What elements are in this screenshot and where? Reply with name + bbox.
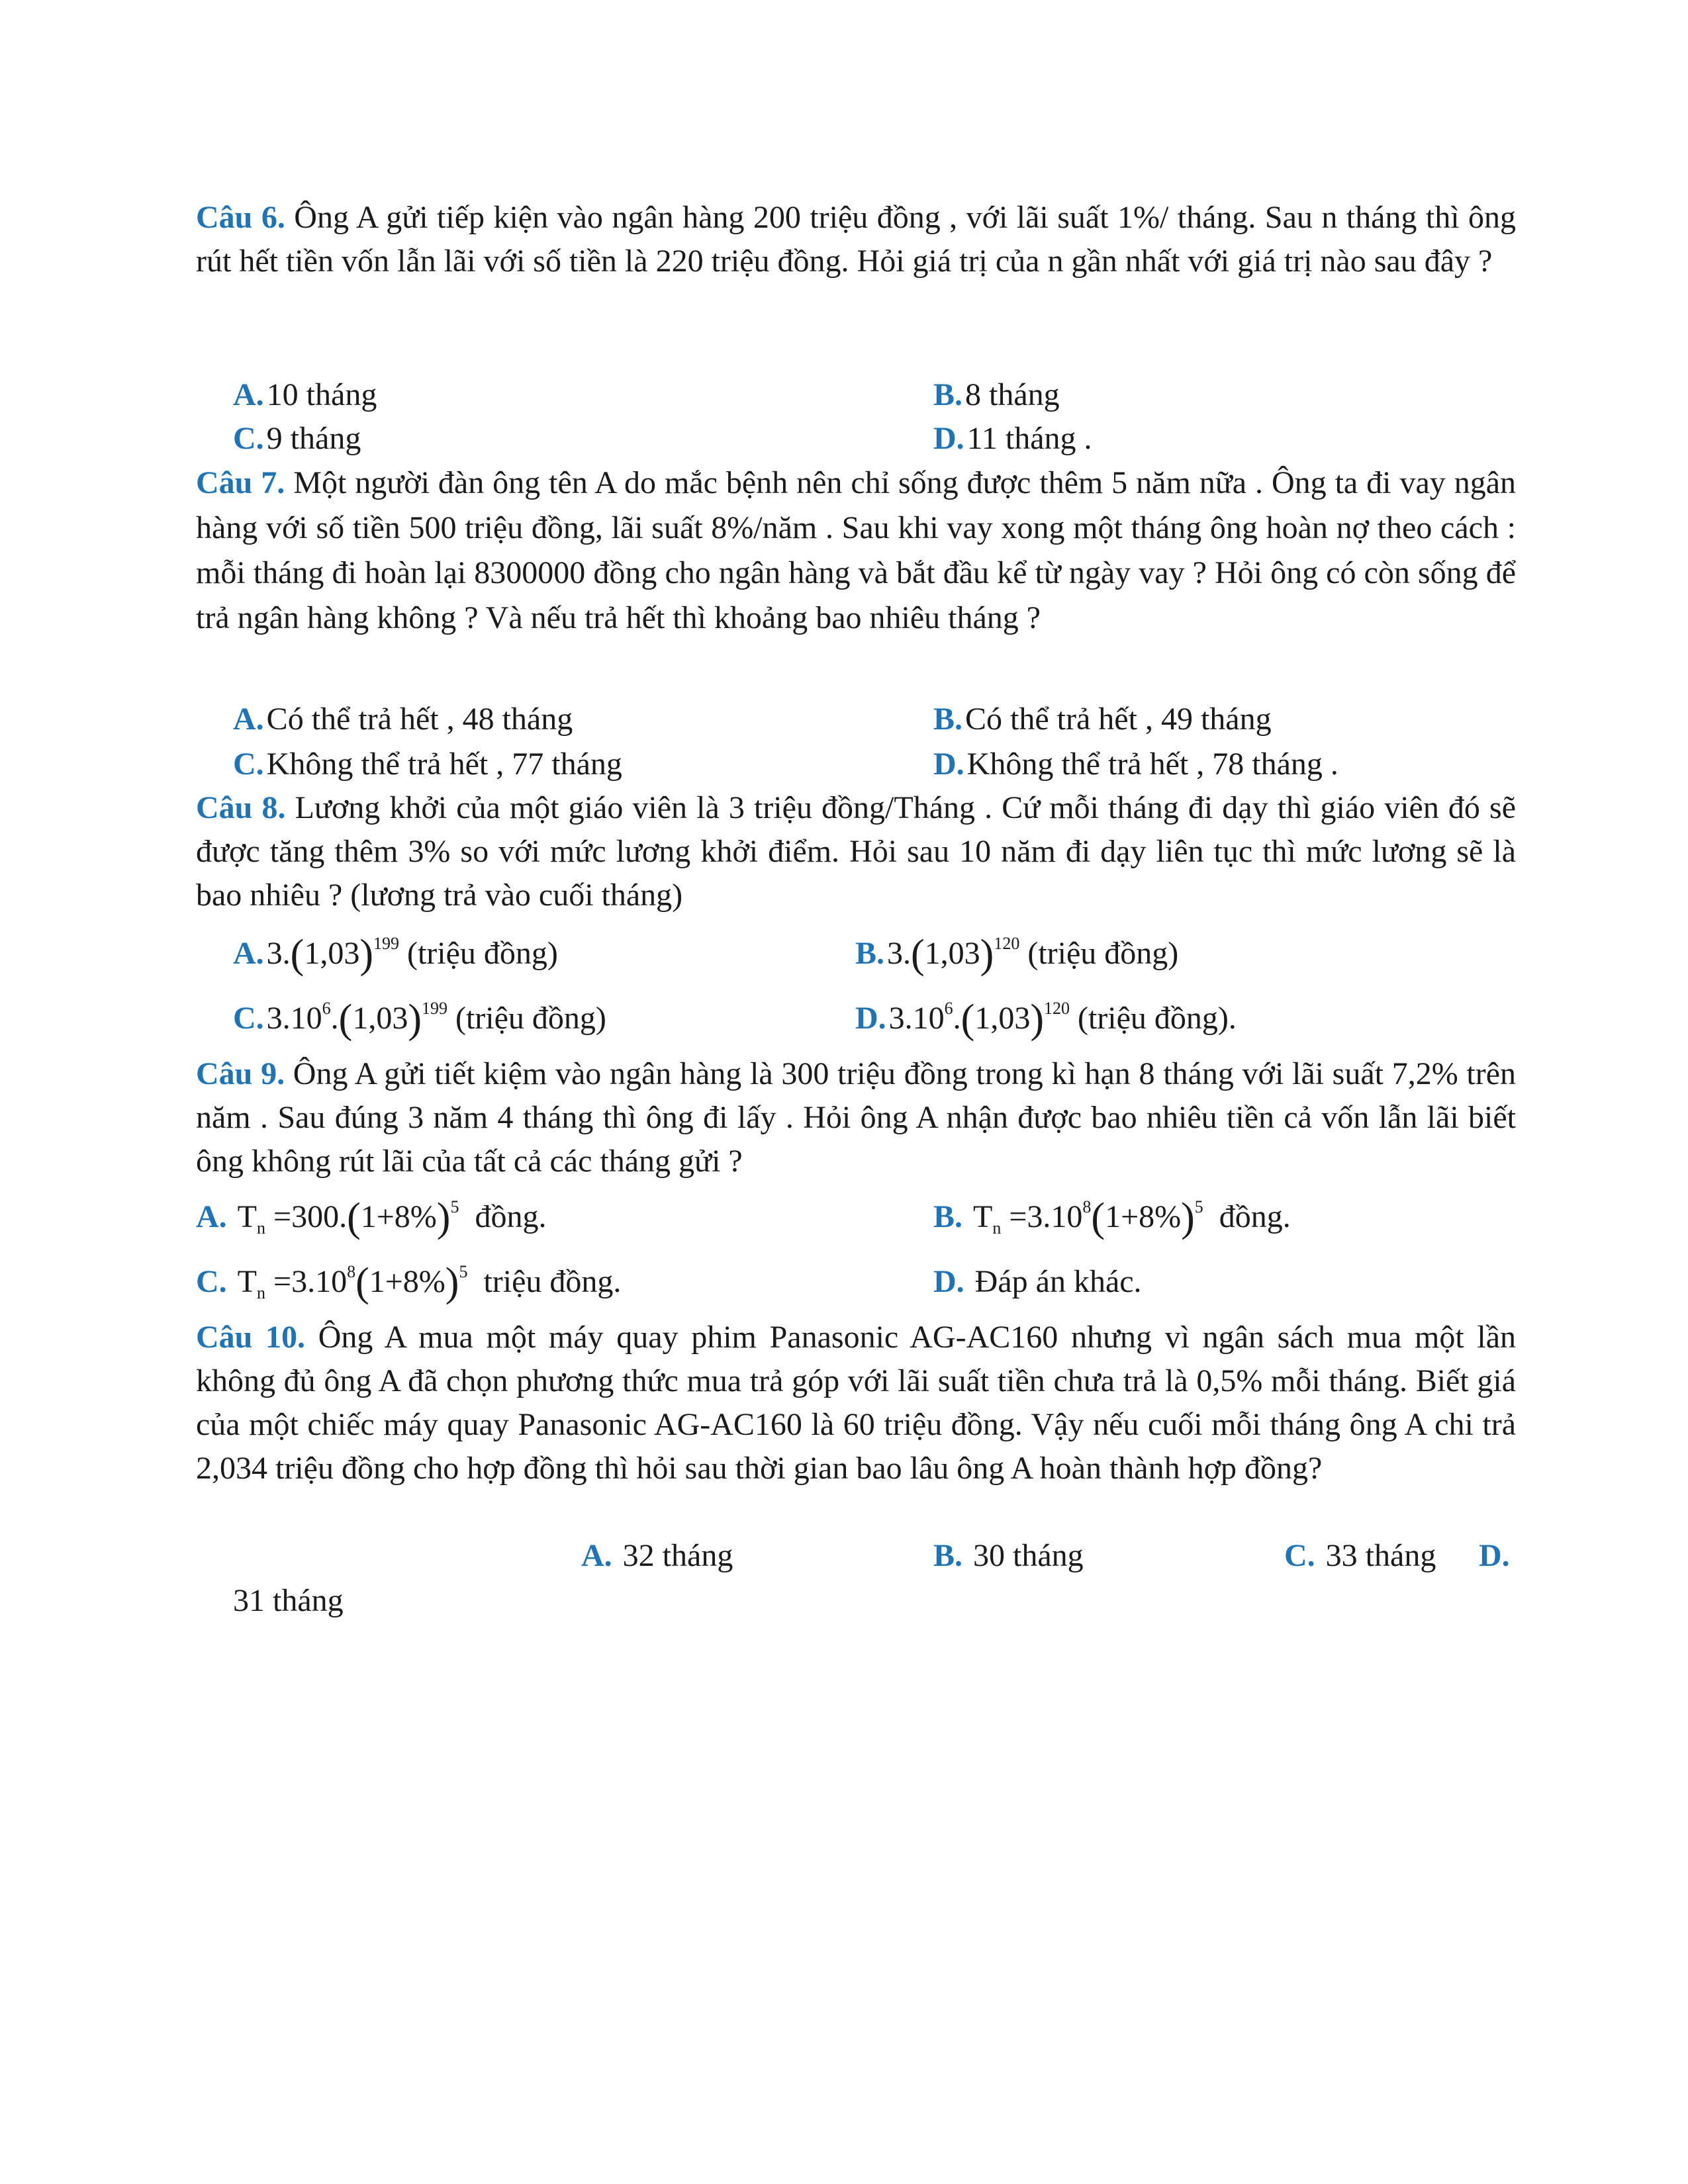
question-6-text: Ông A gửi tiếp kiện vào ngân hàng 200 triệu đồng , với lãi suất 1%/ tháng. Sau n tháng thì ông rút hết tiền vốn lẫn lãi với số tiền là 220 triệu đồng. Hỏi giá trị của n gần nhất với giá trị nào sau đây ? <box>196 200 1517 279</box>
q9-option-a[interactable]: A. $T_n =300.(1+8\%)^5$ đồng. <box>196 1195 547 1240</box>
q10-option-d-label[interactable]: D. <box>1479 1538 1510 1573</box>
q9-option-d[interactable]: D. Đáp án khác. <box>933 1264 1142 1299</box>
q8-option-d[interactable]: $D.3.10^6.(1,03)^{120}$ (triệu đồng). <box>855 997 1237 1042</box>
q7-option-b[interactable]: B.Có thể trả hết , 49 tháng <box>933 702 1272 737</box>
q6-option-d[interactable]: D.11 tháng . <box>933 421 1092 456</box>
question-8-text: Lương khởi của một giáo viên là 3 triệu đồng/Tháng . Cứ mỗi tháng đi dạy thì giáo viên đó sẽ được tăng thêm 3% so với mức lương khởi điểm. Hỏi sau 10 năm đi dạy liên tục thì mức lương sẽ là bao nhiêu ? (lương trả vào cuối tháng) <box>196 790 1517 913</box>
question-10 <box>196 1316 1516 1490</box>
q10-option-d-text[interactable]: 31 tháng <box>233 1583 344 1618</box>
q8-option-c[interactable]: $C.3.10^6.(1,03)^{199}$ (triệu đồng) <box>233 997 606 1042</box>
question-7-label: Câu 7. <box>196 465 285 500</box>
question-9-label: Câu 9. <box>196 1056 285 1091</box>
q10-option-b[interactable]: B. 30 tháng <box>933 1538 1084 1573</box>
q7-option-d[interactable]: D.Không thể trả hết , 78 tháng . <box>933 747 1338 782</box>
q10-option-c[interactable]: C. 33 tháng <box>1284 1538 1436 1573</box>
q9-option-b[interactable]: B. $T_n =3.10^8(1+8\%)^5$ đồng. <box>933 1195 1291 1240</box>
question-10-text: Ông A mua một máy quay phim Panasonic AG-AC160 nhưng vì ngân sách mua một lần không đủ ông A đã chọn phương thức mua trả góp với lãi suất tiền chưa trả là 0,5% mỗi tháng. Biết giá của một chiếc máy quay Panasonic AG-AC160 là 60 triệu đồng. Vậy nếu cuối mỗi tháng ông A chi trả 2,034 triệu đồng cho hợp đồng thì hỏi sau thời gian bao lâu ông A hoàn thành hợp đồng? <box>196 1320 1517 1486</box>
question-7-text: Một người đàn ông tên A do mắc bệnh nên chỉ sống được thêm 5 năm nữa . Ông ta đi vay ngân hàng với số tiền 500 triệu đồng, lãi suất 8%/năm . Sau khi vay xong một tháng ông hoàn nợ theo cách : mỗi tháng đi hoàn lại 8300000 đồng cho ngân hàng và bắt đầu kể từ ngày vay ? Hỏi ông có còn sống để trả ngân hàng không ? Và nếu trả hết thì khoảng bao nhiêu tháng ? <box>196 465 1517 635</box>
question-9-text: Ông A gửi tiết kiệm vào ngân hàng là 300 triệu đồng trong kì hạn 8 tháng với lãi suất 7,2% trên năm . Sau đúng 3 năm 4 tháng thì ông đi lấy . Hỏi ông A nhận được bao nhiêu tiền cả vốn lẫn lãi biết ông không rút lãi của tất cả các tháng gửi ? <box>196 1056 1517 1179</box>
q6-option-a[interactable]: A.10 tháng <box>233 377 377 412</box>
question-8 <box>196 786 1516 917</box>
question-9 <box>196 1052 1516 1183</box>
q6-option-b[interactable]: B.8 tháng <box>933 377 1060 412</box>
question-10-label: Câu 10. <box>196 1320 306 1355</box>
q6-option-c[interactable]: C.9 tháng <box>233 421 361 456</box>
question-6 <box>196 196 1516 283</box>
q8-option-a[interactable]: $A.3.(1,03)^{199}$ (triệu đồng) <box>233 932 558 977</box>
q7-option-a[interactable]: A.Có thể trả hết , 48 tháng <box>233 702 573 737</box>
q7-option-c[interactable]: C.Không thể trả hết , 77 tháng <box>233 747 622 782</box>
question-6-label: Câu 6. <box>196 200 285 235</box>
question-7 <box>196 461 1516 641</box>
q9-option-c[interactable]: C. $T_n =3.10^8(1+8\%)^5$ triệu đồng. <box>196 1260 622 1305</box>
q10-option-a[interactable]: A. 32 tháng <box>581 1538 733 1573</box>
question-8-label: Câu 8. <box>196 790 286 825</box>
q8-option-b[interactable]: $B.3.(1,03)^{120}$ (triệu đồng) <box>855 932 1179 977</box>
